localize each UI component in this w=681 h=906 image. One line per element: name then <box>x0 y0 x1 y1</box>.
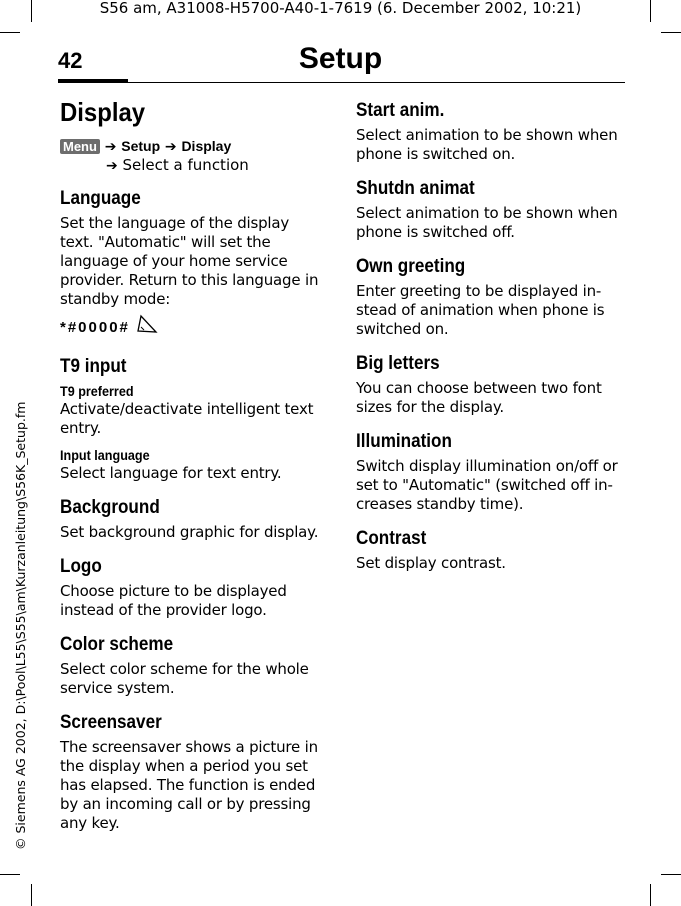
menu-path <box>60 137 326 175</box>
side-note: © Siemens AG 2002, D:\Pool\L55\S55\am\Kurzanleitung\S56K_Setup.fm <box>13 401 28 850</box>
big-letters-heading: Big letters <box>356 353 440 374</box>
illumination-text: Switch display illumination on/off or set to "Automatic" (switched off in-creases standby time). <box>356 457 618 513</box>
background-block <box>60 496 326 542</box>
path-step-select: Select a function <box>122 156 249 174</box>
page-number: 42 <box>58 48 83 73</box>
crop-mark <box>0 32 20 33</box>
right-column <box>356 99 628 586</box>
big-letters-text: You can choose between two font sizes for the display. <box>356 379 602 416</box>
shutdn-animat-heading: Shutdn animat <box>356 178 475 199</box>
color-scheme-text: Select color scheme for the whole service system. <box>60 660 309 697</box>
shutdn-animat-text: Select animation to be shown when phone is switched off. <box>356 204 618 241</box>
crop-mark <box>661 32 681 33</box>
illumination-heading: Illumination <box>356 431 452 452</box>
illumination-block <box>356 430 628 514</box>
crop-mark <box>0 874 20 875</box>
header-rule <box>128 82 625 83</box>
path-step-display: Display <box>181 138 232 154</box>
own-greeting-text: Enter greeting to be displayed in-stead of animation when phone is switched on. <box>356 282 605 338</box>
logo-heading: Logo <box>60 556 102 577</box>
crop-mark <box>661 874 681 875</box>
logo-text: Choose picture to be displayed instead of the provider logo. <box>60 582 287 619</box>
start-anim-heading: Start anim. <box>356 100 445 121</box>
left-column <box>60 96 326 846</box>
language-text: Set the language of the display text. "Automatic" will set the language of your home service provider. Return to this language in standby mode: <box>60 214 319 308</box>
call-key-icon <box>132 311 162 345</box>
color-scheme-block <box>60 633 326 698</box>
contrast-text: Set display contrast. <box>356 554 506 572</box>
screensaver-heading: Screensaver <box>60 712 162 733</box>
start-anim-block <box>356 99 628 164</box>
running-header: S56 am, A31008-H5700-A40-1-7619 (6. December 2002, 10:21) <box>99 0 582 17</box>
background-text: Set background graphic for display. <box>60 523 319 541</box>
big-letters-block <box>356 352 628 417</box>
t9-preferred-heading: T9 preferred <box>60 383 134 399</box>
screensaver-text: The screensaver shows a picture in the display when a period you set has elapsed. The function is ended by an incoming call or by pressing any key. <box>60 738 318 832</box>
contrast-heading: Contrast <box>356 528 427 549</box>
language-heading: Language <box>60 188 141 209</box>
arrow-icon: ➔ <box>164 139 177 155</box>
input-language-heading: Input language <box>60 447 150 463</box>
crop-mark <box>650 884 651 906</box>
key-sequence-text: *#0000# <box>60 319 130 336</box>
screensaver-block <box>60 711 326 833</box>
own-greeting-heading: Own greeting <box>356 256 466 277</box>
t9-heading: T9 input <box>60 356 127 377</box>
own-greeting-block <box>356 255 628 339</box>
language-block <box>60 187 326 345</box>
menu-key: Menu <box>60 139 100 154</box>
contrast-block <box>356 527 628 573</box>
logo-block <box>60 555 326 620</box>
t9-preferred-text: Activate/deactivate intelligent text entry. <box>60 400 314 437</box>
key-sequence <box>60 311 326 345</box>
section-title: Display <box>60 97 146 127</box>
shutdn-animat-block <box>356 177 628 242</box>
t9-block <box>60 355 326 483</box>
path-step-setup: Setup <box>121 138 161 154</box>
header-rule-thick <box>58 79 128 83</box>
arrow-icon: ➔ <box>104 139 117 155</box>
page-title: Setup <box>298 42 383 75</box>
start-anim-text: Select animation to be shown when phone is switched on. <box>356 126 618 163</box>
background-heading: Background <box>60 497 160 518</box>
color-scheme-heading: Color scheme <box>60 634 174 655</box>
arrow-icon: ➔ <box>106 158 118 174</box>
crop-mark <box>31 884 32 906</box>
input-language-text: Select language for text entry. <box>60 464 282 482</box>
